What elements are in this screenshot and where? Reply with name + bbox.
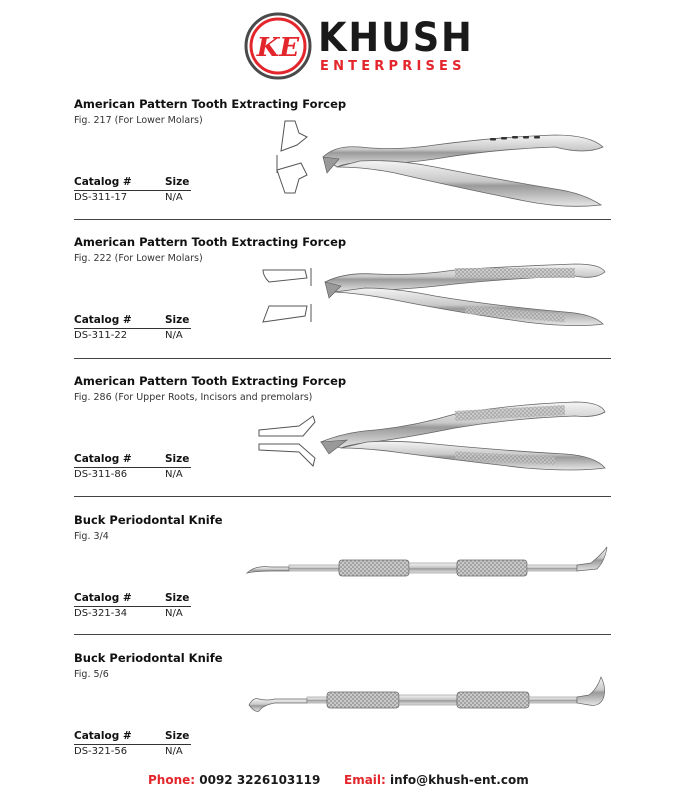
size-value: N/A xyxy=(165,746,183,757)
size-value: N/A xyxy=(165,608,183,619)
phone-number[interactable]: 0092 3226103119 xyxy=(199,773,321,787)
section-divider xyxy=(74,358,611,359)
section-divider xyxy=(74,634,611,635)
size-value: N/A xyxy=(165,330,183,341)
header xyxy=(0,0,689,95)
periodontal-knife-illustration-icon xyxy=(245,671,610,721)
size-value: N/A xyxy=(165,192,183,203)
product-title: Buck Periodontal Knife xyxy=(74,513,223,527)
product-fig: Fig. 3/4 xyxy=(74,531,109,542)
catalog-header: Catalog # xyxy=(74,730,132,742)
forceps-illustration-icon xyxy=(255,260,610,335)
size-header: Size xyxy=(165,592,190,604)
product-fig: Fig. 5/6 xyxy=(74,669,109,680)
footer-email xyxy=(344,773,529,787)
footer-phone xyxy=(148,773,320,787)
product-section xyxy=(0,235,689,373)
catalog-value: DS-321-56 xyxy=(74,746,128,757)
brand-name: KHUSH xyxy=(318,15,474,61)
forceps-illustration-icon xyxy=(265,115,610,215)
catalog-value: DS-311-17 xyxy=(74,192,128,203)
size-value: N/A xyxy=(165,469,183,480)
table-rule xyxy=(74,606,191,607)
product-section xyxy=(0,513,689,651)
table-rule xyxy=(74,744,191,745)
catalog-value: DS-321-34 xyxy=(74,608,128,619)
catalog-value: DS-311-86 xyxy=(74,469,128,480)
size-header: Size xyxy=(165,453,190,465)
email-label: Email: xyxy=(344,773,386,787)
product-title: Buck Periodontal Knife xyxy=(74,651,223,665)
forceps-illustration-icon xyxy=(255,396,610,478)
table-rule xyxy=(74,467,191,468)
email-address[interactable]: info@khush-ent.com xyxy=(390,773,529,787)
section-divider xyxy=(74,219,611,220)
catalog-header: Catalog # xyxy=(74,453,132,465)
brand-logo-icon xyxy=(244,12,312,80)
product-title: American Pattern Tooth Extracting Forcep xyxy=(74,97,347,111)
brand-monogram: KE xyxy=(256,33,300,63)
catalog-header: Catalog # xyxy=(74,592,132,604)
product-section xyxy=(0,374,689,512)
size-header: Size xyxy=(165,730,190,742)
table-rule xyxy=(74,190,191,191)
periodontal-knife-illustration-icon xyxy=(245,543,610,583)
product-title: American Pattern Tooth Extracting Forcep xyxy=(74,374,347,388)
brand-subtitle: ENTERPRISES xyxy=(320,59,466,74)
size-header: Size xyxy=(165,314,190,326)
product-fig: Fig. 222 (For Lower Molars) xyxy=(74,253,203,264)
table-rule xyxy=(74,328,191,329)
footer-contact xyxy=(0,773,689,793)
product-title: American Pattern Tooth Extracting Forcep xyxy=(74,235,347,249)
catalog-value: DS-311-22 xyxy=(74,330,128,341)
product-fig: Fig. 217 (For Lower Molars) xyxy=(74,115,203,126)
phone-label: Phone: xyxy=(148,773,196,787)
size-header: Size xyxy=(165,176,190,188)
product-section xyxy=(0,97,689,235)
catalog-header: Catalog # xyxy=(74,176,132,188)
product-fig: Fig. 286 (For Upper Roots, Incisors and premolars) xyxy=(74,392,313,403)
product-section xyxy=(0,651,689,789)
section-divider xyxy=(74,496,611,497)
catalog-header: Catalog # xyxy=(74,314,132,326)
